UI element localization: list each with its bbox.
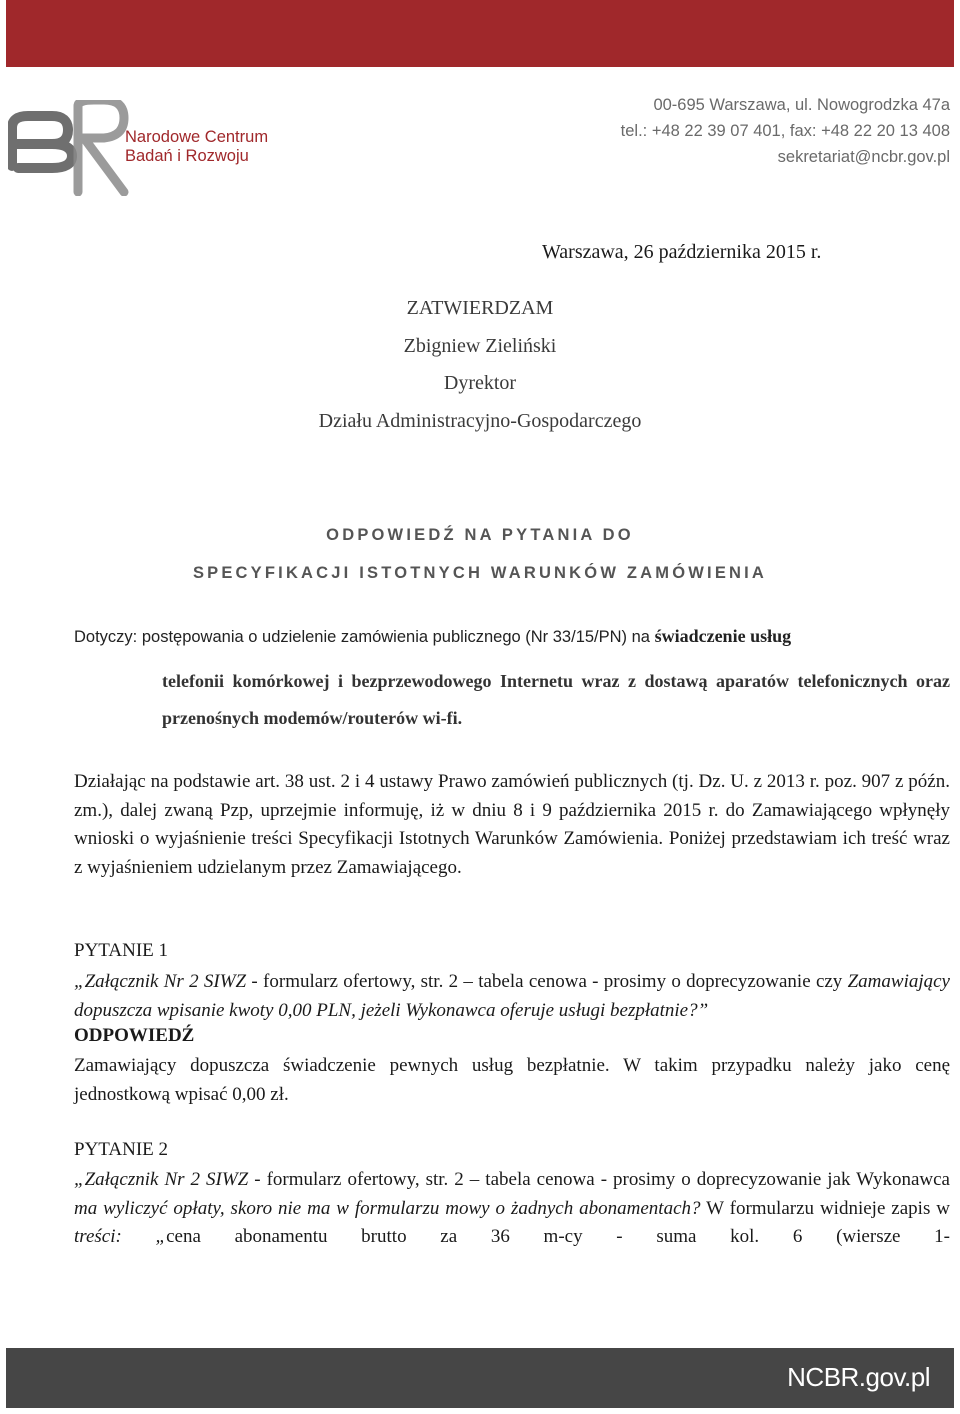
- approval-title: ZATWIERDZAM: [406, 297, 554, 319]
- approval-block: [0, 290, 960, 440]
- q2-part4: W formularzu widnieje zapis w: [700, 1197, 950, 1219]
- approver-name: Zbigniew Zieliński: [403, 334, 557, 357]
- approver-role: Dyrektor: [443, 372, 517, 394]
- q2-part2: - formularz ofertowy, str. 2 – tabela cenowa - prosimy o doprecyzowanie jak Wykonawca: [248, 1169, 950, 1190]
- q2-part1: „Załącznik Nr 2 SIWZ: [74, 1169, 249, 1190]
- footer-bar: [6, 1348, 954, 1408]
- logo-line-1: Narodowe Centrum: [125, 128, 269, 146]
- q1-part2: - formularz ofertowy, str. 2 – tabela cenowa - prosimy o doprecyzowanie czy: [246, 971, 848, 992]
- concerns-prefix: Dotyczy: postępowania o udzielenie zamówienia publicznego (Nr 33/15/PN) na: [74, 628, 655, 646]
- contact-phone: tel.: +48 22 39 07 401, fax: +48 22 20 13 408: [620, 122, 950, 140]
- concerns-line: [74, 626, 954, 647]
- concerns-subject: telefonii komórkowej i bezprzewodowego Internetu wraz z dostawą aparatów telefonicznych oraz przenośnych modemów/routerów wi-fi.: [162, 671, 950, 728]
- question-2-text: [74, 1166, 950, 1252]
- document-date: Warszawa, 26 października 2015 r.: [542, 241, 822, 263]
- q1-part3: Zamawiający dopuszcza wpisanie kwoty 0,00 PLN, jeżeli Wykonawca oferuje usługi bezpłatnie?”: [74, 971, 950, 1021]
- title-line-1: ODPOWIEDŹ NA PYTANIA DO: [326, 526, 634, 544]
- q1-part1: „Załącznik Nr 2 SIWZ: [74, 971, 247, 992]
- q2-part6: cena abonamentu brutto za 36 m-cy - suma kol. 6 (wiersze 1-: [166, 1226, 950, 1248]
- header-bar: [6, 0, 954, 67]
- q2-part3: ma wyliczyć opłaty, skoro nie ma w formularzu mowy o żadnych abonamentach?: [74, 1197, 701, 1219]
- approver-department: Działu Administracyjno-Gospodarczego: [318, 409, 642, 432]
- contact-email[interactable]: sekretariat@ncbr.gov.pl: [777, 148, 950, 166]
- contact-block: [621, 92, 950, 170]
- q2-part5: treści: „: [74, 1226, 167, 1248]
- intro-paragraph: Działając na podstawie art. 38 ust. 2 i 4 ustawy Prawo zamówień publicznych (tj. Dz. U. z 2013 r. poz. 907 z późn. zm.), dalej zwaną Pzp, uprzejmie informuję, iż w dniu 8 i 9 października 2015 r. do Zamawiającego wpłynęły wnioski o wyjaśnienie treści Specyfikacji Istotnych Warunków Zamówienia. Poniżej przedstawiam ich treść wraz z wyjaśnieniem udzielanym przez Zamawiającego.: [74, 771, 950, 878]
- concerns-subject-start: świadczenie usług: [654, 626, 792, 646]
- footer-url[interactable]: NCBR.gov.pl: [787, 1362, 930, 1392]
- title-line-2: SPECYFIKACJI ISTOTNYCH WARUNKÓW ZAMÓWIENIA: [192, 564, 768, 582]
- logo-line-2: Badań i Rozwoju: [125, 147, 249, 165]
- question-1-heading: PYTANIE 1: [74, 940, 168, 961]
- contact-address: 00-695 Warszawa, ul. Nowogrodzka 47a: [653, 96, 950, 114]
- question-2-heading: PYTANIE 2: [74, 1139, 168, 1160]
- question-1-text: [74, 968, 950, 1025]
- logo-text: [125, 128, 268, 166]
- document-title: [0, 516, 960, 592]
- answer-1-heading: ODPOWIEDŹ: [74, 1025, 195, 1046]
- answer-1-text: Zamawiający dopuszcza świadczenie pewnych usług bezpłatnie. W takim przypadku należy jako cenę jednostkową wpisać 0,00 zł.: [74, 1055, 950, 1105]
